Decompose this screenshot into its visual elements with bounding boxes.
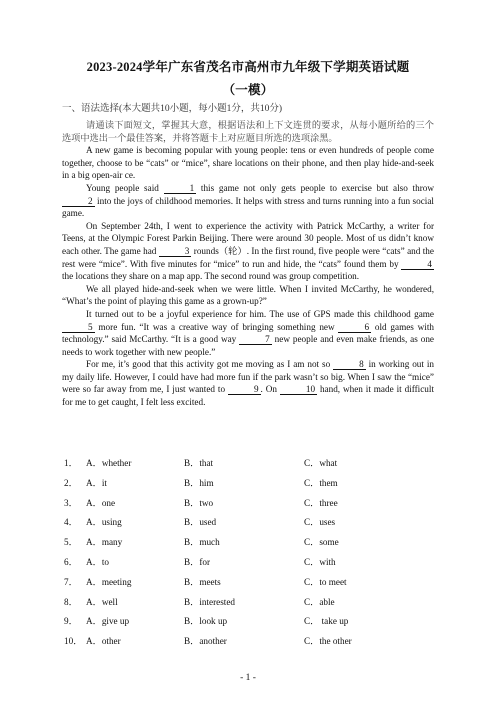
- option-row-10: [64, 633, 444, 653]
- text-run: this game not only gets people to exercise but also throw: [196, 182, 434, 193]
- option-a: A．it: [86, 477, 107, 488]
- option-row-8: [64, 594, 444, 614]
- option-a: A．meeting: [86, 576, 132, 587]
- text-run: old games with technology.” said McCarthy. “It is a good way: [62, 321, 434, 345]
- option-c: C．them: [304, 477, 338, 488]
- question-number: 3．: [64, 497, 78, 508]
- text-run: Young people said: [86, 182, 164, 193]
- text-run: in working out in my daily life. However, I could have had more fun if the park wasn’t so big. When I saw the “mice” were so far away from me, I just wanted to: [62, 359, 434, 395]
- option-c: C．with: [304, 556, 336, 567]
- option-b: B．used: [184, 517, 217, 528]
- question-number: 9．: [64, 616, 78, 627]
- blank-10: 10: [280, 384, 317, 395]
- paragraph-4: We all played hide-and-seek when we were little. When I invited McCarthy, he wondered, “What’s the point of playing this game as a grown-up?”: [62, 283, 434, 307]
- option-b: B．for: [184, 556, 211, 567]
- blank-6: 6: [338, 322, 371, 333]
- blank-2: 2: [62, 196, 95, 207]
- blank-1: 1: [164, 183, 197, 194]
- paragraph-3: [62, 220, 434, 283]
- option-b: B．two: [184, 497, 214, 508]
- blank-5: 5: [62, 322, 95, 333]
- question-number: 2．: [64, 477, 78, 488]
- blank-4: 4: [401, 259, 434, 270]
- blank-7: 7: [239, 334, 272, 345]
- question-number: 5．: [64, 537, 78, 548]
- text-run: into the joys of childhood memories. It helps with stress and turns running into a fun social game.: [62, 195, 434, 219]
- blank-8: 8: [333, 359, 366, 370]
- document-title: 2023-2024学年广东省茂名市高州市九年级下学期英语试题: [86, 60, 410, 74]
- section-instruction: 请通读下面短文，掌握其大意，根据语法和上下文连贯的要求，从每小题所给的三个选项中选出一个最佳答案，并将答题卡上对应题目所选的选项涂黑。: [62, 120, 434, 143]
- question-number: 10．: [64, 636, 83, 647]
- option-b: B．another: [184, 636, 227, 647]
- option-a: A．to: [86, 556, 109, 567]
- option-b: B．meets: [184, 576, 221, 587]
- blank-9: 9: [228, 384, 261, 395]
- text-run: rounds（轮）. In the first round, five people were “cats” and the rest were “mice”. With five minutes for “mice” to run and hide, the “cats” found them by: [62, 245, 434, 269]
- question-number: 7．: [64, 576, 78, 587]
- document-subtitle: （一模）: [222, 83, 274, 97]
- option-b: B．much: [184, 537, 220, 548]
- option-a: A．many: [86, 537, 123, 548]
- option-a: A．other: [86, 636, 121, 647]
- question-number: 6．: [64, 556, 78, 567]
- option-c: C．to meet: [304, 576, 347, 587]
- option-row-7: [64, 574, 444, 594]
- option-b: B．him: [184, 477, 214, 488]
- paragraph-6: [62, 358, 434, 408]
- option-c: C． take up: [304, 616, 349, 627]
- option-row-9: [64, 613, 444, 633]
- paragraph-5: [62, 308, 434, 358]
- section-heading: 一、语法选择(本大题共10小题，每小题1分，共10分): [62, 104, 283, 114]
- option-c: C．uses: [304, 517, 336, 528]
- option-c: C．some: [304, 537, 339, 548]
- option-row-3: [64, 495, 444, 515]
- option-row-1: [64, 455, 444, 475]
- option-c: C．what: [304, 458, 338, 468]
- option-c: C．able: [304, 596, 335, 607]
- paragraph-2: [62, 182, 434, 220]
- text-run: . On: [260, 384, 280, 395]
- options-list: [64, 455, 444, 653]
- option-row-6: [64, 554, 444, 574]
- blank-3: 3: [159, 246, 192, 257]
- text-run: the locations they share on a map app. The second round was group competition.: [62, 271, 360, 282]
- option-row-4: [64, 514, 444, 534]
- option-b: B．interested: [184, 596, 236, 607]
- page-number: - 1 -: [240, 673, 256, 683]
- option-a: A．whether: [86, 458, 132, 468]
- text-run: On September 24th, I went to experience the activity with Patrick McCarthy, a writer for Teens, at the Olympic Forest Parkin Beijing. There were around 30 people. Most of us didn’t know each other. The game had: [62, 220, 434, 256]
- question-number: 4．: [64, 517, 78, 528]
- option-row-5: [64, 534, 444, 554]
- text-run: new people and even make friends, as one needs to work together with new people.”: [62, 334, 434, 357]
- option-a: A．one: [86, 497, 116, 508]
- option-a: A．using: [86, 517, 122, 528]
- option-row-2: [64, 475, 444, 495]
- question-number: 1．: [64, 458, 78, 468]
- passage: [62, 119, 434, 409]
- option-c: C．three: [304, 497, 338, 508]
- option-a: A．give up: [86, 616, 130, 627]
- question-number: 8．: [64, 596, 78, 607]
- option-b: B．look up: [184, 616, 228, 627]
- text-run: For me, it’s good that this activity got me moving as I am not so: [86, 359, 334, 370]
- paragraph-1: A new game is becoming popular with young people: tens or even hundreds of people come together, choose to be “cats” or “mice”, share locations on their phone, and then play hide-and-seek in a big open-air ce.: [62, 145, 434, 181]
- text-run: It turned out to be a joyful experience for him. The use of GPS made this childhood game: [86, 308, 434, 319]
- option-a: A．well: [86, 596, 118, 607]
- text-run: more fun. “It was a creative way of bringing something new: [94, 321, 339, 332]
- text-run: hand, when it made it difficult for me to get caught, I felt less excited.: [62, 384, 435, 408]
- option-c: C．the other: [304, 636, 352, 647]
- option-b: B．that: [184, 458, 214, 468]
